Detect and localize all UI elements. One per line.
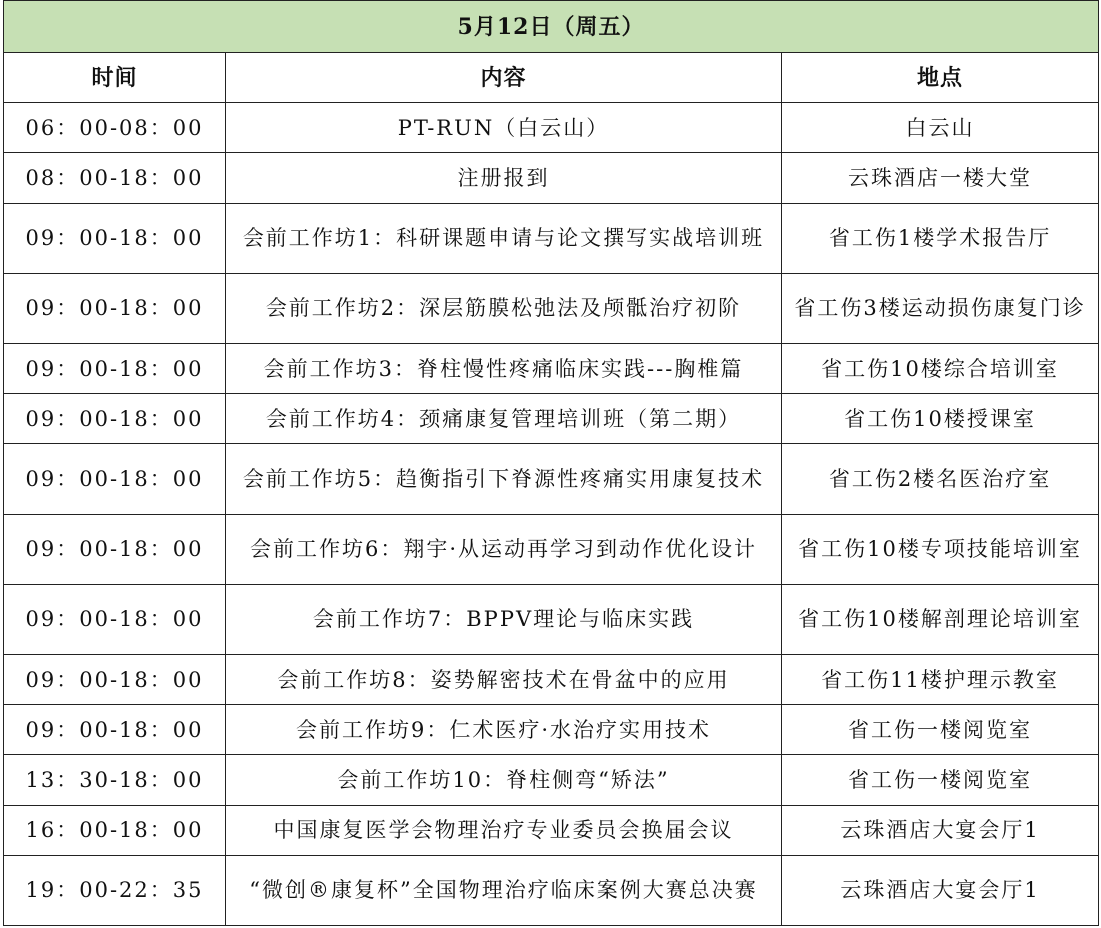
table-row xyxy=(4,655,1099,705)
time-cell: 16：00-18：00 xyxy=(4,805,226,855)
header-row xyxy=(4,53,1099,103)
table-row xyxy=(4,153,1099,203)
content-cell: 会前工作坊9：仁术医疗·水治疗实用技术 xyxy=(226,705,782,755)
table-row xyxy=(4,755,1099,805)
table-row xyxy=(4,584,1099,654)
title-row xyxy=(4,1,1099,53)
time-cell: 09：00-18：00 xyxy=(4,394,226,444)
schedule-table xyxy=(3,0,1099,926)
time-cell: 09：00-18：00 xyxy=(4,273,226,343)
content-cell: “微创®康复杯”全国物理治疗临床案例大赛总决赛 xyxy=(226,855,782,925)
content-cell: 会前工作坊10：脊柱侧弯“矫法” xyxy=(226,755,782,805)
location-cell: 省工伤10楼专项技能培训室 xyxy=(782,514,1099,584)
time-cell: 09：00-18：00 xyxy=(4,203,226,273)
location-cell: 省工伤10楼综合培训室 xyxy=(782,344,1099,394)
table-row xyxy=(4,855,1099,925)
location-cell: 省工伤3楼运动损伤康复门诊 xyxy=(782,273,1099,343)
content-cell: 注册报到 xyxy=(226,153,782,203)
time-cell: 09：00-18：00 xyxy=(4,514,226,584)
location-cell: 省工伤11楼护理示教室 xyxy=(782,655,1099,705)
content-cell: 会前工作坊2：深层筋膜松弛法及颅骶治疗初阶 xyxy=(226,273,782,343)
content-cell: 会前工作坊8：姿势解密技术在骨盆中的应用 xyxy=(226,655,782,705)
time-cell: 13：30-18：00 xyxy=(4,755,226,805)
content-cell: 会前工作坊7：BPPV理论与临床实践 xyxy=(226,584,782,654)
content-cell: 会前工作坊5：趋衡指引下脊源性疼痛实用康复技术 xyxy=(226,444,782,514)
location-cell: 白云山 xyxy=(782,103,1099,153)
location-cell: 省工伤1楼学术报告厅 xyxy=(782,203,1099,273)
table-row xyxy=(4,805,1099,855)
time-cell: 06：00-08：00 xyxy=(4,103,226,153)
content-cell: 会前工作坊3：脊柱慢性疼痛临床实践---胸椎篇 xyxy=(226,344,782,394)
content-cell: 会前工作坊4：颈痛康复管理培训班（第二期） xyxy=(226,394,782,444)
header-content: 内容 xyxy=(226,53,782,103)
location-cell: 云珠酒店大宴会厅1 xyxy=(782,805,1099,855)
table-row xyxy=(4,273,1099,343)
location-cell: 省工伤一楼阅览室 xyxy=(782,755,1099,805)
header-location: 地点 xyxy=(782,53,1099,103)
table-row xyxy=(4,444,1099,514)
content-cell: 中国康复医学会物理治疗专业委员会换届会议 xyxy=(226,805,782,855)
table-row xyxy=(4,203,1099,273)
table-row xyxy=(4,344,1099,394)
content-cell: PT-RUN（白云山） xyxy=(226,103,782,153)
content-cell: 会前工作坊6：翔宇·从运动再学习到动作优化设计 xyxy=(226,514,782,584)
location-cell: 省工伤10楼解剖理论培训室 xyxy=(782,584,1099,654)
table-row xyxy=(4,705,1099,755)
time-cell: 08：00-18：00 xyxy=(4,153,226,203)
location-cell: 云珠酒店一楼大堂 xyxy=(782,153,1099,203)
time-cell: 19：00-22：35 xyxy=(4,855,226,925)
table-row xyxy=(4,394,1099,444)
time-cell: 09：00-18：00 xyxy=(4,705,226,755)
location-cell: 云珠酒店大宴会厅1 xyxy=(782,855,1099,925)
schedule-date-title: 5月12日（周五） xyxy=(4,1,1099,53)
table-row xyxy=(4,514,1099,584)
table-row xyxy=(4,103,1099,153)
location-cell: 省工伤10楼授课室 xyxy=(782,394,1099,444)
time-cell: 09：00-18：00 xyxy=(4,444,226,514)
location-cell: 省工伤2楼名医治疗室 xyxy=(782,444,1099,514)
time-cell: 09：00-18：00 xyxy=(4,344,226,394)
time-cell: 09：00-18：00 xyxy=(4,584,226,654)
time-cell: 09：00-18：00 xyxy=(4,655,226,705)
header-time: 时间 xyxy=(4,53,226,103)
content-cell: 会前工作坊1：科研课题申请与论文撰写实战培训班 xyxy=(226,203,782,273)
location-cell: 省工伤一楼阅览室 xyxy=(782,705,1099,755)
